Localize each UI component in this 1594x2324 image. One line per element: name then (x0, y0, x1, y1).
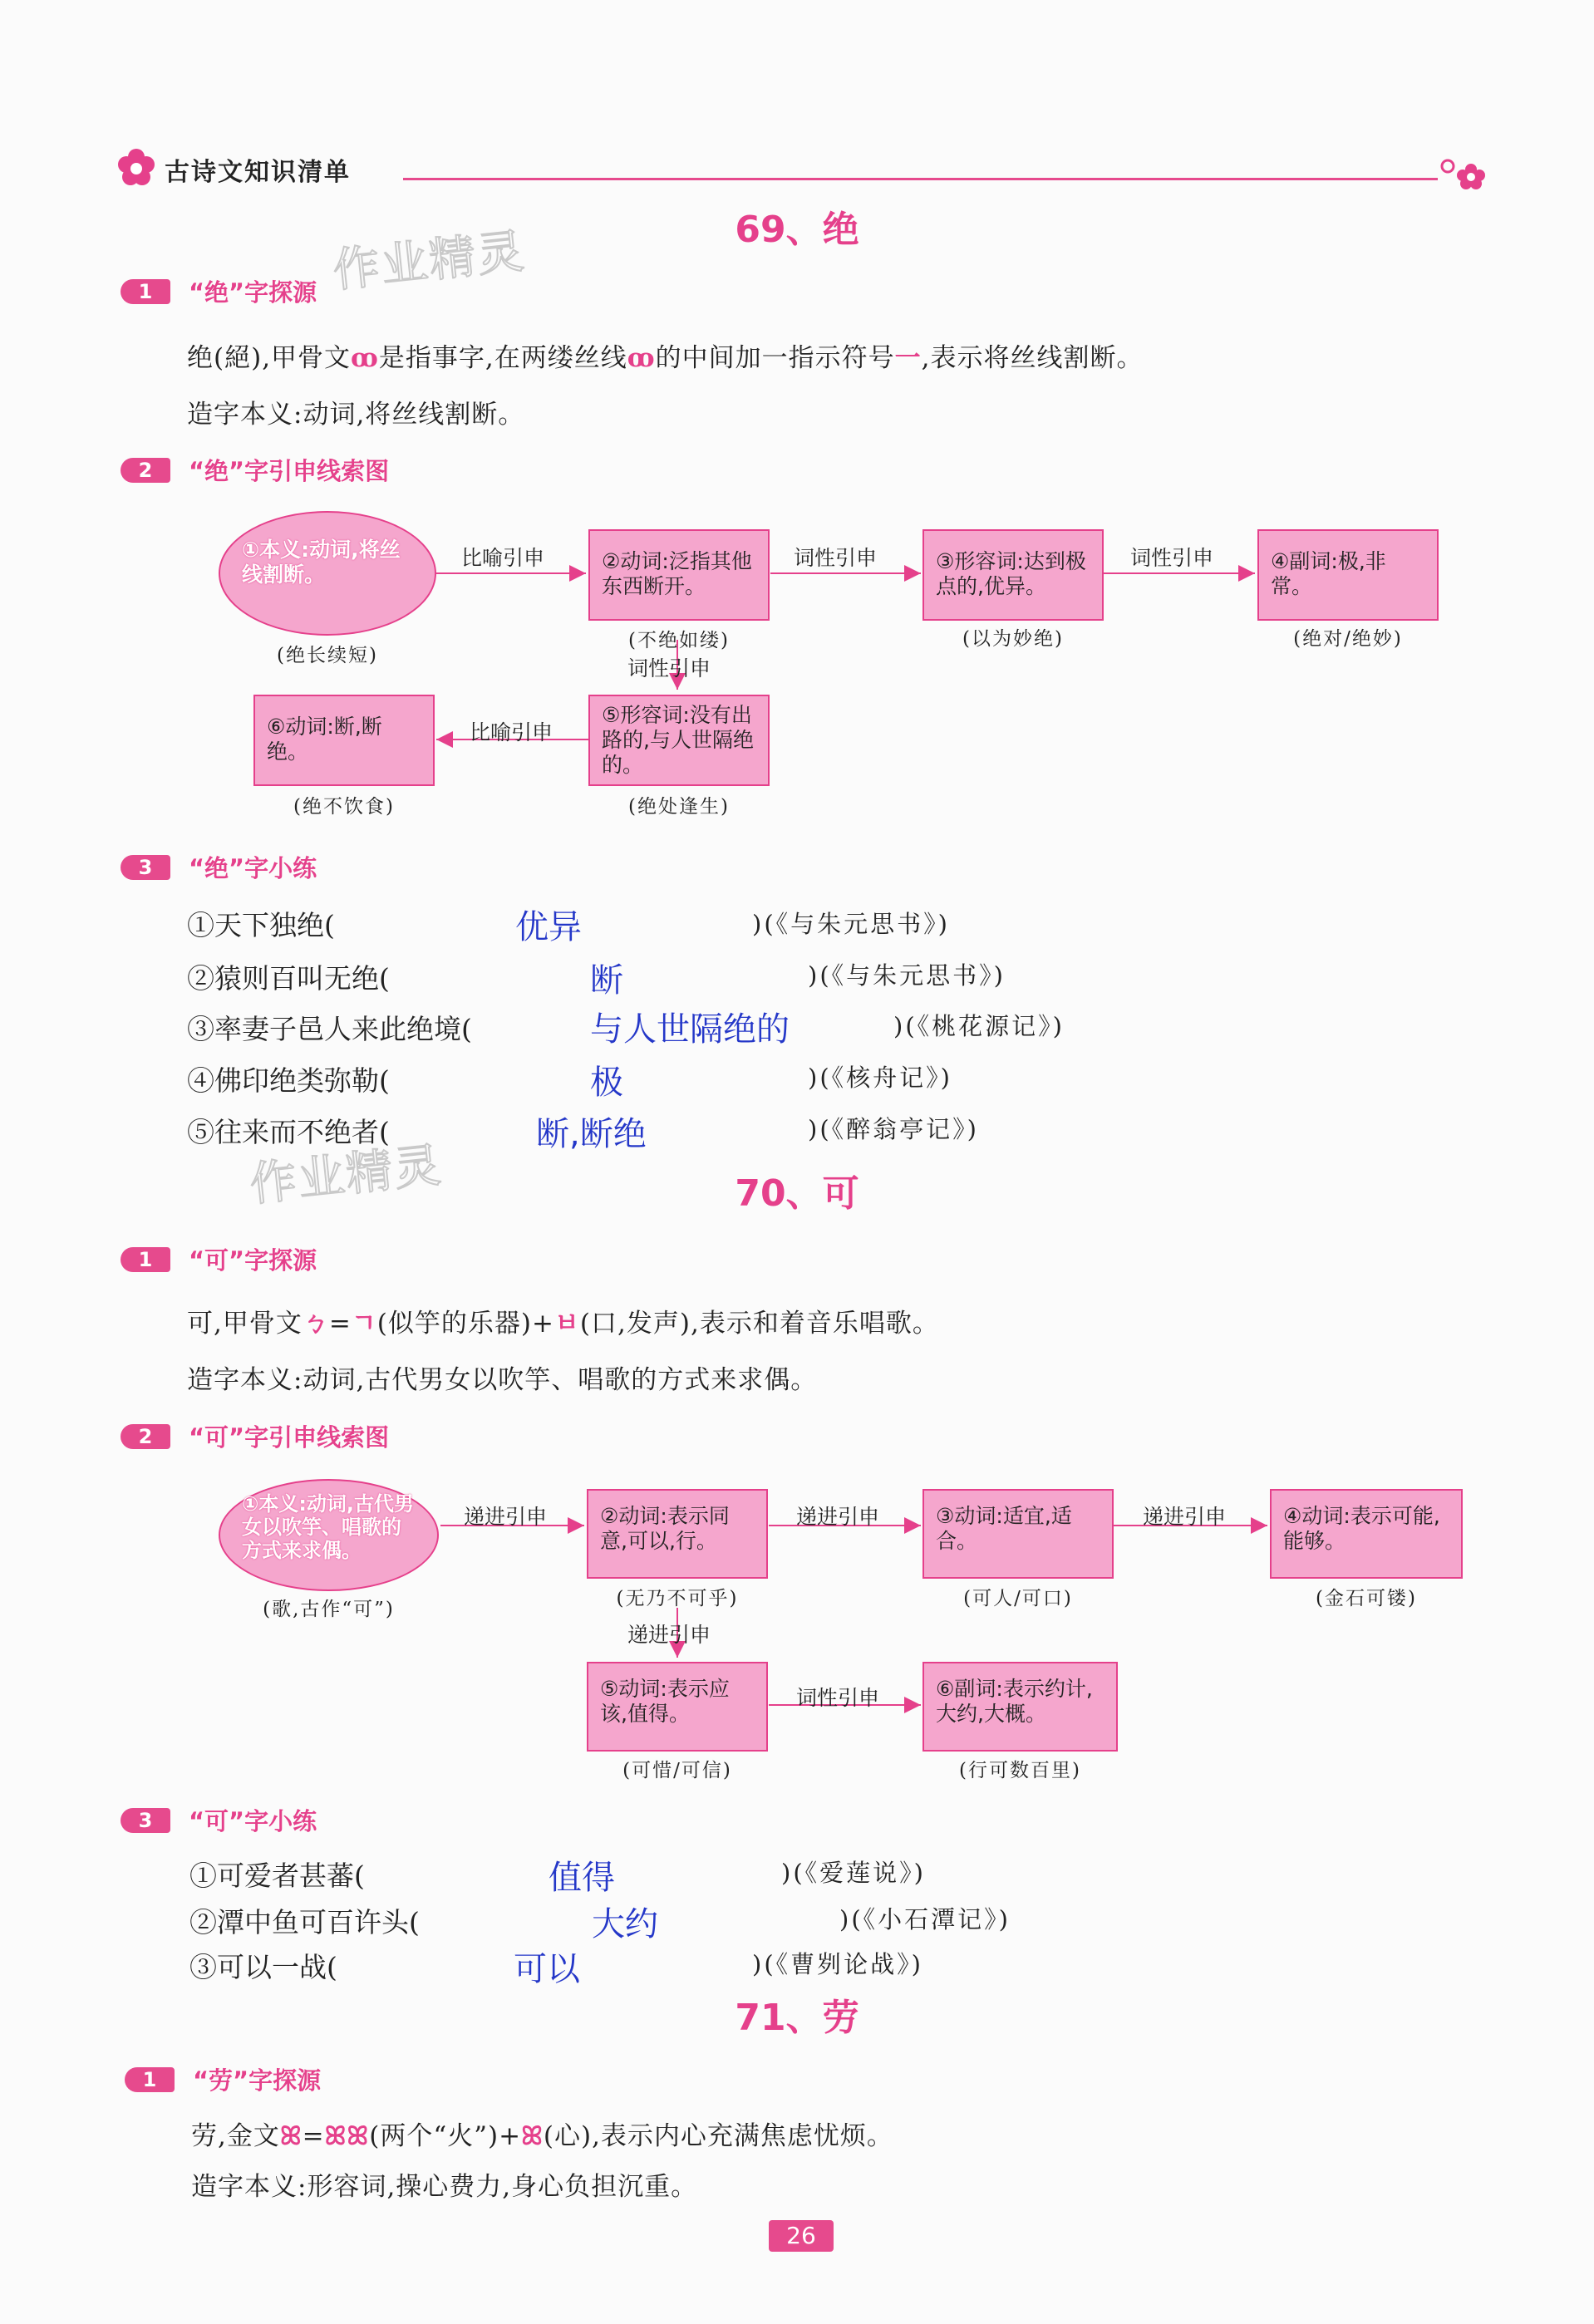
origin-meaning: 造字本义:形容词,操心费力,身心负担沉重。 (191, 2172, 698, 2202)
node-caption: (绝处逢生) (628, 796, 730, 818)
origin-text: 的中间加一指示符号 (655, 343, 895, 373)
exercise-question: ③可以一战( (189, 1951, 337, 1983)
oracle-glyph-icon: ㄅ (302, 1309, 329, 1339)
subsection-label: “可”字探源 (189, 1246, 317, 1275)
origin-text: 可,甲骨文 (187, 1309, 303, 1339)
diagram-node: ⑥副词:表示约计,大约,大概。 (922, 1662, 1118, 1752)
indicator-mark-icon: 一 (894, 343, 922, 373)
edge-label: 词性引申 (796, 1686, 880, 1710)
exercise-source: )(《与朱元思书》) (752, 910, 950, 938)
exercise-question: ④佛印绝类弥勒( (187, 1064, 390, 1097)
origin-text: = (328, 1309, 352, 1339)
origin-text: (两个“火”)+ (369, 2121, 522, 2151)
exercise-question: ①天下独绝( (187, 909, 335, 941)
exercise-source: )(《核舟记》) (808, 1064, 952, 1092)
diagram-node: ②动词:泛指其他东西断开。 (588, 529, 770, 621)
edge-label: 词性引申 (794, 546, 878, 570)
exercise-answer: 优异 (515, 908, 582, 946)
origin-text: 绝(絕),甲骨文 (187, 343, 352, 373)
edge-label: 比喻引申 (461, 546, 545, 570)
origin-text: 劳,金文 (191, 2121, 280, 2151)
section-title-71: 71、劳 (735, 1997, 859, 2039)
watermark: 作业精灵 (330, 224, 529, 298)
subsection-number: 1 (121, 1247, 170, 1272)
diagram-node: ①本义:动词,将丝线割断。 (219, 511, 436, 636)
page-number: 26 (769, 2220, 834, 2252)
diagram-node: ④动词:表示可能,能够。 (1270, 1489, 1463, 1579)
diagram-node: ③动词:适宜,适合。 (922, 1489, 1114, 1579)
node-caption: (绝长续短) (277, 645, 378, 666)
subsection-number: 3 (121, 855, 170, 880)
exercise-answer: 与人世隔绝的 (590, 1010, 790, 1049)
edge-label: 递进引申 (1143, 1505, 1227, 1529)
subsection-label: “绝”字小练 (189, 854, 317, 882)
edge-label: 词性引申 (1130, 546, 1214, 570)
subsection-header (121, 850, 317, 883)
exercise-question: ②猿则百叫无绝( (187, 962, 390, 995)
origin-text: (心),表示内心充满焦虑忧烦。 (543, 2121, 893, 2151)
exercise-question: ②潭中鱼可百许头( (189, 1906, 420, 1938)
diagram-node: ⑥动词:断,断绝。 (253, 695, 435, 786)
edge-label: 递进引申 (627, 1623, 711, 1647)
node-caption: (金石可镂) (1316, 1588, 1417, 1609)
origin-paragraph (187, 1302, 939, 1339)
exercise-question: ①可爱者甚蕃( (189, 1860, 365, 1892)
node-caption: (以为妙绝) (962, 628, 1064, 650)
diagram-node: ③形容词:达到极点的,优异。 (922, 529, 1104, 621)
origin-text: (似竽的乐器)+ (376, 1309, 554, 1339)
exercise-answer: 大约 (592, 1905, 658, 1943)
exercise-answer: 值得 (549, 1859, 615, 1897)
node-caption: (绝对/绝妙) (1293, 628, 1403, 650)
exercise-source: )(《与朱元思书》) (808, 961, 1006, 990)
origin-meaning: 造字本义:动词,将丝线割断。 (187, 400, 525, 430)
subsection-number: 1 (121, 279, 170, 304)
node-caption: (歌,古作“可”) (263, 1599, 395, 1620)
edge-label: 递进引申 (464, 1505, 548, 1529)
origin-text: 是指事字,在两缕丝线 (378, 343, 627, 373)
diagram-node: ②动词:表示同意,可以,行。 (587, 1489, 768, 1579)
subsection-label: “可”字引申线索图 (189, 1423, 390, 1452)
diagram-node: ⑤动词:表示应该,值得。 (587, 1662, 768, 1752)
diagram-node: ⑤形容词:没有出路的,与人世隔绝的。 (588, 695, 770, 786)
origin-meaning: 造字本义:动词,古代男女以吹竽、唱歌的方式来求偶。 (187, 1365, 818, 1395)
edge-label: 比喻引申 (470, 720, 553, 744)
exercise-answer: 断 (590, 961, 623, 1000)
heart-glyph-icon: ꕤ (521, 2121, 544, 2151)
node-caption: (绝不饮食) (293, 796, 395, 818)
exercise-question: ⑤往来而不绝者( (187, 1116, 390, 1148)
diagram-node: ①本义:动词,古代男女以吹竽、唱歌的方式来求偶。 (219, 1479, 439, 1591)
subsection-label: “可”字小练 (189, 1807, 317, 1835)
node-caption: (可人/可口) (963, 1588, 1073, 1609)
node-caption: (不绝如缕) (628, 630, 730, 651)
node-caption: (可惜/可信) (622, 1760, 732, 1781)
origin-paragraph (191, 2115, 893, 2152)
subsection-label: “劳”字探源 (193, 2066, 322, 2095)
edge-label: 递进引申 (796, 1505, 880, 1529)
subsection-header (121, 1803, 317, 1836)
section-title-69: 69、绝 (735, 209, 859, 251)
exercise-source: )(《曹刿论战》) (752, 1950, 923, 1978)
yu-instrument-glyph-icon: ㄱ (351, 1309, 377, 1339)
node-caption: (无乃不可乎) (616, 1588, 739, 1609)
oracle-glyph-icon: ꝏ (351, 343, 379, 373)
exercise-question: ③率妻子邑人来此绝境( (187, 1013, 472, 1045)
exercise-answer: 极 (590, 1064, 623, 1102)
subsection-number: 2 (121, 1424, 170, 1449)
origin-text: = (302, 2121, 325, 2151)
subsection-header (121, 1242, 317, 1275)
exercise-answer: 可以 (514, 1950, 580, 1988)
header-title: 古诗文知识清单 (165, 158, 351, 187)
subsection-label: “绝”字引申线索图 (189, 457, 390, 485)
origin-text: (口,发声),表示和着音乐唱歌。 (579, 1309, 939, 1339)
subsection-label: “绝”字探源 (189, 278, 317, 307)
exercise-answer: 断,断绝 (536, 1115, 647, 1153)
edge-label: 词性引申 (627, 656, 711, 680)
subsection-number: 3 (121, 1808, 170, 1833)
two-fire-glyph-icon: ꕤꕤ (324, 2121, 370, 2151)
exercise-source: )(《醉翁亭记》) (808, 1115, 979, 1143)
silk-thread-glyph-icon: ꝏ (627, 343, 656, 373)
subsection-number: 1 (125, 2067, 175, 2092)
exercise-source: )(《小石潭记》) (839, 1905, 1011, 1933)
node-caption: (行可数百里) (959, 1760, 1081, 1781)
subsection-header (121, 1419, 389, 1452)
origin-text: ,表示将丝线割断。 (921, 343, 1144, 373)
mouth-glyph-icon: ㅂ (553, 1309, 580, 1339)
subsection-header (125, 2062, 321, 2096)
bronze-glyph-icon: ꕤ (279, 2121, 303, 2151)
subsection-number: 2 (121, 458, 170, 483)
section-title-70: 70、可 (735, 1172, 859, 1215)
exercise-source: )(《桃花源记》) (893, 1012, 1065, 1040)
watermark: 作业精灵 (247, 1138, 445, 1212)
exercise-source: )(《爱莲说》) (781, 1859, 926, 1887)
diagram-node: ④副词:极,非常。 (1257, 529, 1439, 621)
